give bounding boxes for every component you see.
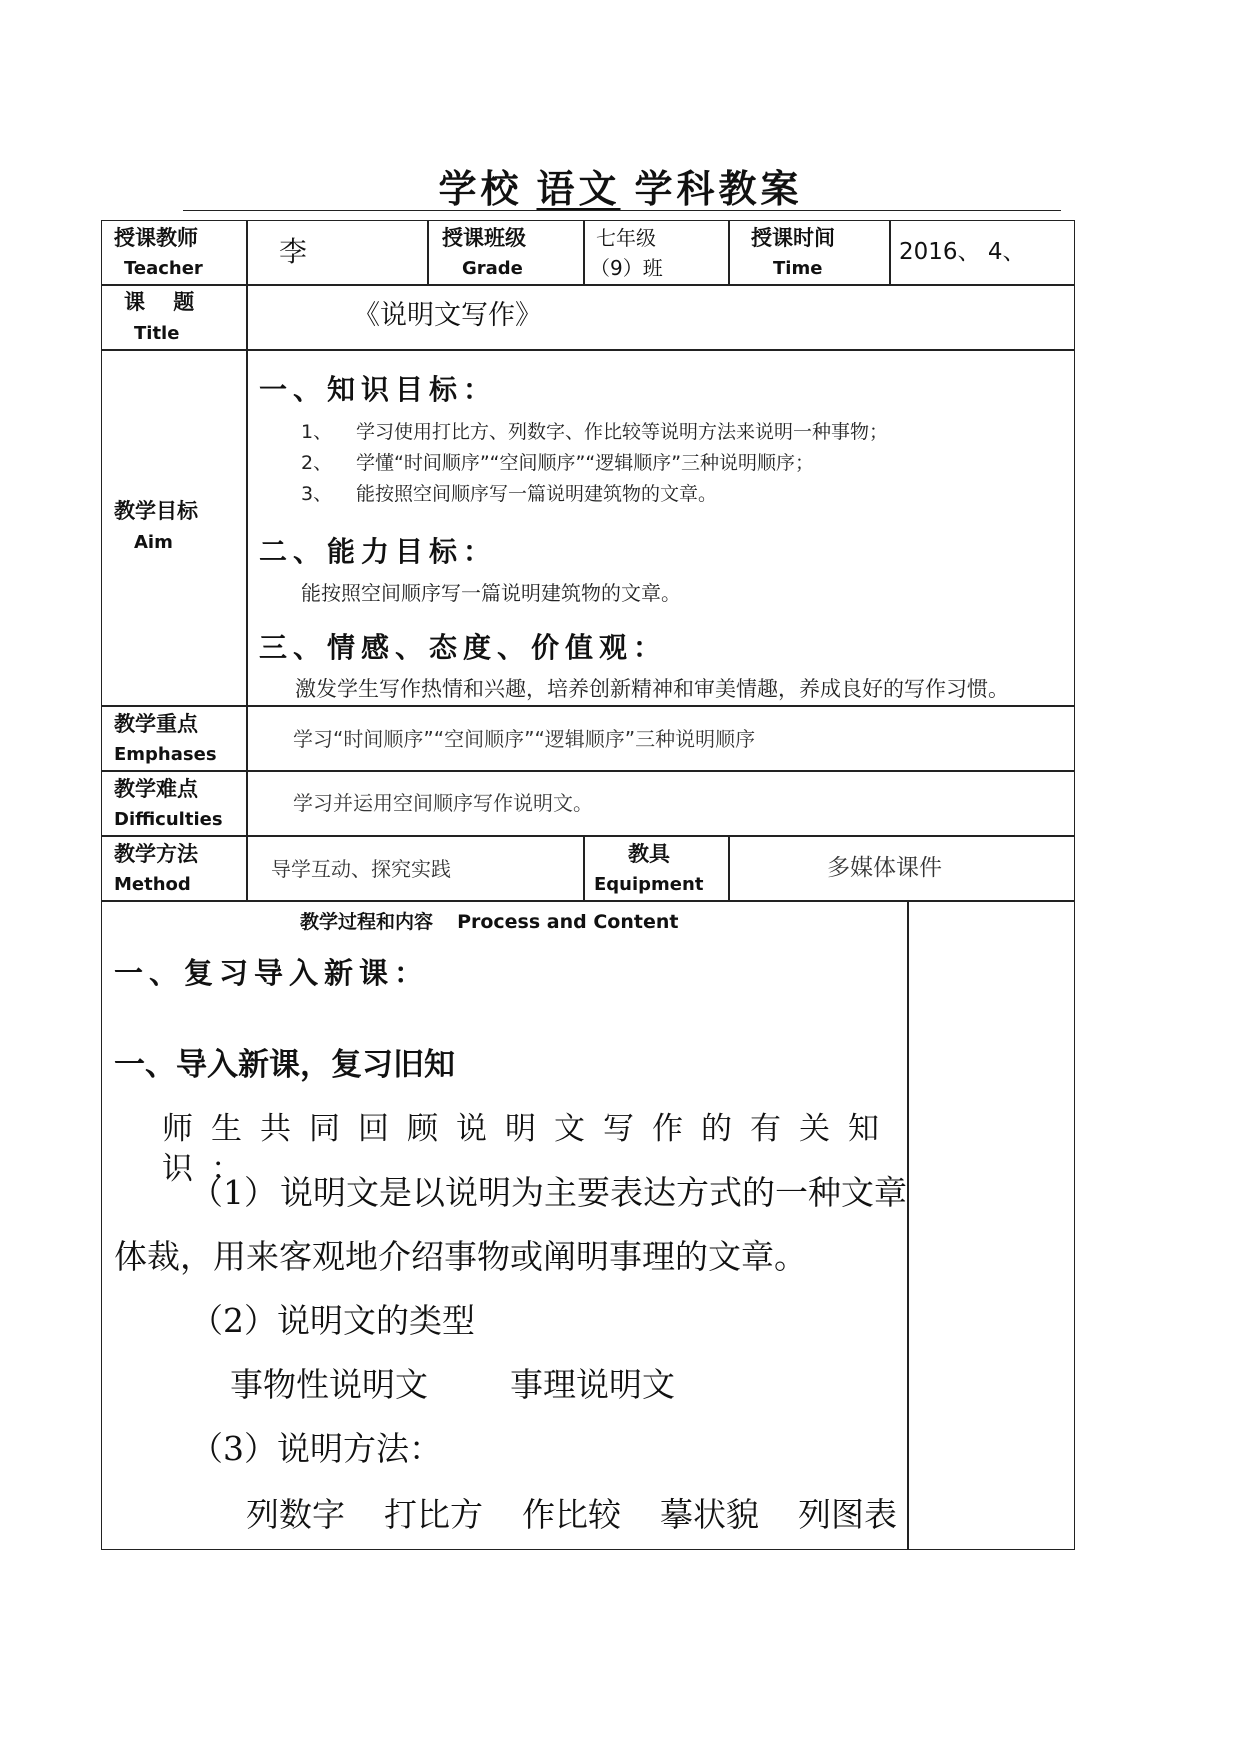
knowledge-item-num: 1、 bbox=[301, 421, 333, 443]
teacher-label-zh: 授课教师 bbox=[114, 226, 198, 250]
emphases-value: 学习“时间顺序”“空间顺序”“逻辑顺序”三种说明顺序 bbox=[293, 727, 756, 751]
method-item: 列图表 bbox=[798, 1495, 897, 1534]
time-label-cell bbox=[728, 220, 891, 286]
method-label-zh: 教学方法 bbox=[114, 842, 198, 866]
method-value-cell bbox=[246, 835, 585, 902]
lesson-title: 《说明文写作》 bbox=[353, 300, 542, 331]
p3-heading: （3）说明方法： bbox=[190, 1429, 442, 1468]
time-value: 2016、 4、 bbox=[899, 239, 1026, 265]
grade-label-en: Grade bbox=[462, 258, 523, 279]
heading-doc: 学科教案 bbox=[634, 166, 803, 211]
aim-content-cell bbox=[246, 349, 1075, 707]
emphases-label-en: Emphases bbox=[114, 744, 217, 765]
page-heading bbox=[0, 158, 1241, 213]
p1-line1: 说明文是以说明为主要表达方式的一种文章 bbox=[280, 1173, 907, 1212]
method-item: 列数字 bbox=[246, 1495, 345, 1534]
process-sub-heading: 一、导入新课，复习旧知 bbox=[114, 1047, 455, 1083]
teacher-value-cell bbox=[246, 220, 429, 286]
method-item: 作比较 bbox=[522, 1495, 621, 1534]
difficulties-value: 学习并运用空间顺序写作说明文。 bbox=[293, 791, 593, 815]
knowledge-item-num: 2、 bbox=[301, 452, 333, 474]
method-label-en: Method bbox=[114, 874, 191, 895]
type-item: 事物性说明文 bbox=[230, 1365, 428, 1404]
time-value-cell bbox=[889, 220, 1075, 286]
aim-label-en: Aim bbox=[134, 532, 173, 553]
p1-num: （1） bbox=[190, 1173, 277, 1212]
title-label-cell bbox=[101, 284, 248, 351]
equipment-label-en: Equipment bbox=[594, 874, 704, 895]
difficulties-label-en: Difficulties bbox=[114, 809, 223, 830]
ability-text: 能按照空间顺序写一篇说明建筑物的文章。 bbox=[301, 581, 681, 605]
class-line2: （9）班 bbox=[590, 256, 663, 280]
title-label-zh: 课 题 bbox=[124, 290, 195, 314]
method-label-cell bbox=[101, 835, 248, 902]
equipment-label-cell bbox=[583, 835, 730, 902]
emphases-value-cell bbox=[246, 705, 1075, 772]
method-item: 摹状貌 bbox=[660, 1495, 759, 1534]
p2-heading: （2）说明文的类型 bbox=[190, 1301, 475, 1340]
title-label-en: Title bbox=[134, 323, 180, 344]
aim-label-cell bbox=[101, 349, 248, 707]
knowledge-item-num: 3、 bbox=[301, 483, 333, 505]
heading-rule bbox=[183, 210, 1061, 211]
time-label-zh: 授课时间 bbox=[751, 226, 835, 250]
emphases-label-cell bbox=[101, 705, 248, 772]
grade-label-cell bbox=[427, 220, 585, 286]
title-value-cell bbox=[246, 284, 1075, 351]
equipment-value-cell bbox=[728, 835, 1075, 902]
heading-school: 学校 bbox=[438, 166, 523, 211]
knowledge-item-text: 能按照空间顺序写一篇说明建筑物的文章。 bbox=[356, 483, 718, 505]
aim-label-zh: 教学目标 bbox=[114, 499, 198, 523]
difficulties-value-cell bbox=[246, 770, 1075, 837]
class-value-cell bbox=[583, 220, 730, 286]
equipment-label-zh: 教具 bbox=[628, 842, 670, 866]
teacher-label-en: Teacher bbox=[124, 258, 203, 279]
p1-line2: 体裁，用来客观地介绍事物或阐明事理的文章。 bbox=[114, 1237, 807, 1276]
difficulties-label-cell bbox=[101, 770, 248, 837]
type-item: 事理说明文 bbox=[510, 1365, 675, 1404]
grade-label-zh: 授课班级 bbox=[442, 226, 526, 250]
time-label-en: Time bbox=[773, 258, 823, 279]
emotion-heading: 三、情感、态度、价值观： bbox=[259, 631, 668, 664]
knowledge-item bbox=[301, 451, 814, 475]
teacher-label-cell bbox=[101, 220, 248, 286]
process-cell bbox=[101, 900, 909, 1550]
review-line: 师生共同回顾说明文写作的有关知识： bbox=[162, 1111, 897, 1187]
knowledge-item-text: 学习使用打比方、列数字、作比较等说明方法来说明一种事物； bbox=[356, 421, 889, 443]
process-header-zh: 教学过程和内容 bbox=[300, 911, 434, 933]
difficulties-label-zh: 教学难点 bbox=[114, 777, 198, 801]
heading-subject: 语文 bbox=[536, 166, 621, 211]
emotion-text: 激发学生写作热情和兴趣，培养创新精神和审美情趣，养成良好的写作习惯。 bbox=[295, 677, 1009, 701]
knowledge-item-text: 学懂“时间顺序”“空间顺序”“逻辑顺序”三种说明顺序； bbox=[356, 452, 815, 474]
method-item: 打比方 bbox=[384, 1495, 483, 1534]
emphases-label-zh: 教学重点 bbox=[114, 712, 198, 736]
process-header bbox=[300, 909, 678, 935]
equipment-value: 多媒体课件 bbox=[827, 855, 942, 881]
process-section-heading: 一、复习导入新课： bbox=[114, 956, 430, 990]
teacher-value: 李 bbox=[279, 235, 308, 268]
knowledge-item bbox=[301, 420, 888, 444]
process-notes-cell bbox=[907, 900, 1075, 1550]
process-header-en: Process and Content bbox=[457, 911, 679, 933]
class-line1: 七年级 bbox=[596, 226, 656, 250]
method-value: 导学互动、探究实践 bbox=[271, 857, 451, 881]
knowledge-item bbox=[301, 482, 717, 506]
knowledge-heading: 一、知识目标： bbox=[259, 373, 498, 406]
ability-heading: 二、能力目标： bbox=[259, 535, 498, 568]
